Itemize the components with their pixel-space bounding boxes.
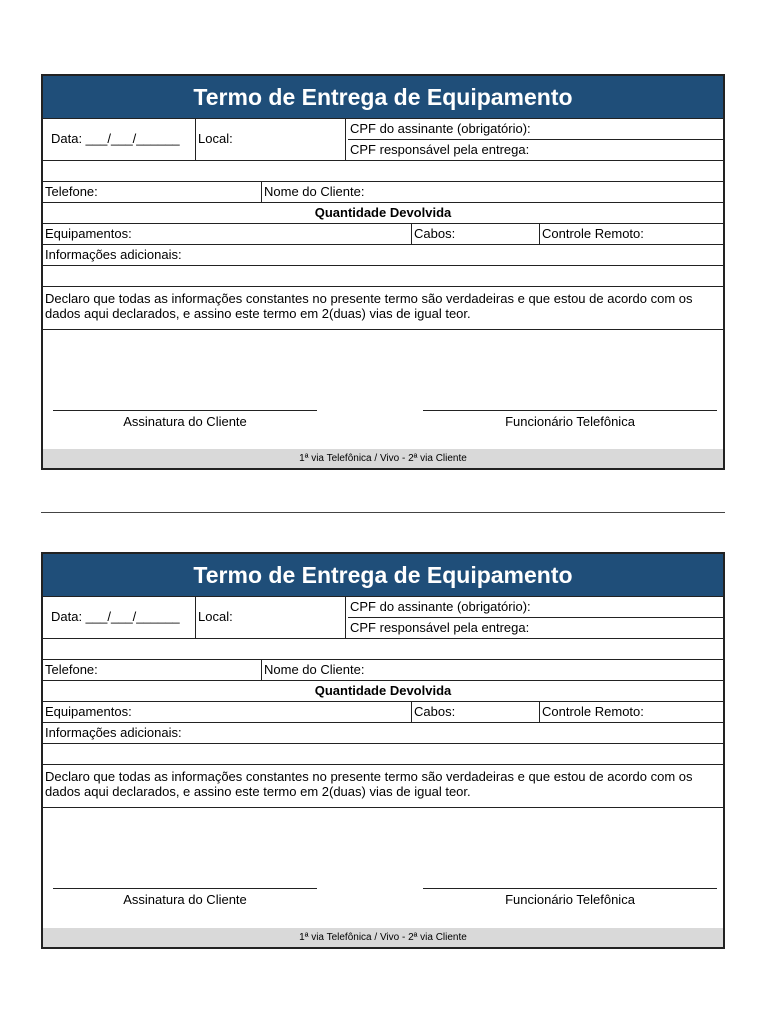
client-signature-label: Assinatura do Cliente <box>123 414 247 429</box>
cpf-responsavel-field[interactable]: CPF responsável pela entrega: <box>350 620 530 635</box>
local-field[interactable]: Local: <box>195 119 345 160</box>
client-signature-line[interactable] <box>53 888 317 889</box>
cpf-assinante-field[interactable]: CPF do assinante (obrigatório): <box>348 597 723 618</box>
phone-name-row <box>43 182 723 203</box>
copy-footer: 1ª via Telefônica / Vivo - 2ª via Cliente <box>43 928 723 947</box>
signature-area <box>43 808 723 934</box>
phone-name-row <box>43 660 723 681</box>
equipment-row <box>43 702 723 723</box>
employee-signature-label: Funcionário Telefônica <box>505 414 635 429</box>
client-signature-line[interactable] <box>53 410 317 411</box>
cpf-responsavel-field[interactable]: CPF responsável pela entrega: <box>350 142 530 157</box>
info-adicionais-field[interactable]: Informações adicionais: <box>45 247 182 262</box>
nome-cliente-field[interactable]: Nome do Cliente: <box>261 182 723 202</box>
copy-footer: 1ª via Telefônica / Vivo - 2ª via Cliente <box>43 449 723 468</box>
delivery-form-second-copy <box>41 552 725 949</box>
delivery-form-first-copy <box>41 74 725 470</box>
form-title: Termo de Entrega de Equipamento <box>43 76 723 119</box>
cpf-group <box>345 597 723 638</box>
declaration-text: Declaro que todas as informações constantes no presente termo são verdadeiras e que estou de acordo com os dados aqui declarados, e assino este termo em 2(duas) vias de igual teor. <box>43 765 723 808</box>
controle-remoto-field[interactable]: Controle Remoto: <box>539 702 723 722</box>
cut-line-divider <box>41 512 725 513</box>
local-field[interactable]: Local: <box>195 597 345 638</box>
blank-row[interactable] <box>43 744 723 765</box>
info-adicionais-field[interactable]: Informações adicionais: <box>45 725 182 740</box>
signature-area <box>43 330 723 456</box>
blank-row <box>43 639 723 660</box>
telefone-field[interactable]: Telefone: <box>45 184 98 199</box>
equipamentos-field[interactable]: Equipamentos: <box>45 704 132 719</box>
date-local-cpf-row <box>43 119 723 161</box>
cabos-field[interactable]: Cabos: <box>411 224 539 244</box>
quantidade-header: Quantidade Devolvida <box>43 681 723 702</box>
employee-signature-line[interactable] <box>423 888 717 889</box>
cpf-group <box>345 119 723 160</box>
date-local-cpf-row <box>43 597 723 639</box>
quantidade-header: Quantidade Devolvida <box>43 203 723 224</box>
date-field[interactable]: Data: ___/___/______ <box>51 609 180 624</box>
blank-row <box>43 161 723 182</box>
date-field[interactable]: Data: ___/___/______ <box>51 131 180 146</box>
form-title: Termo de Entrega de Equipamento <box>43 554 723 597</box>
nome-cliente-field[interactable]: Nome do Cliente: <box>261 660 723 680</box>
blank-row[interactable] <box>43 266 723 287</box>
controle-remoto-field[interactable]: Controle Remoto: <box>539 224 723 244</box>
telefone-field[interactable]: Telefone: <box>45 662 98 677</box>
info-row <box>43 723 723 744</box>
cpf-assinante-field[interactable]: CPF do assinante (obrigatório): <box>348 119 723 140</box>
equipment-row <box>43 224 723 245</box>
employee-signature-line[interactable] <box>423 410 717 411</box>
declaration-text: Declaro que todas as informações constantes no presente termo são verdadeiras e que estou de acordo com os dados aqui declarados, e assino este termo em 2(duas) vias de igual teor. <box>43 287 723 330</box>
info-row <box>43 245 723 266</box>
employee-signature-label: Funcionário Telefônica <box>505 892 635 907</box>
client-signature-label: Assinatura do Cliente <box>123 892 247 907</box>
equipamentos-field[interactable]: Equipamentos: <box>45 226 132 241</box>
cabos-field[interactable]: Cabos: <box>411 702 539 722</box>
